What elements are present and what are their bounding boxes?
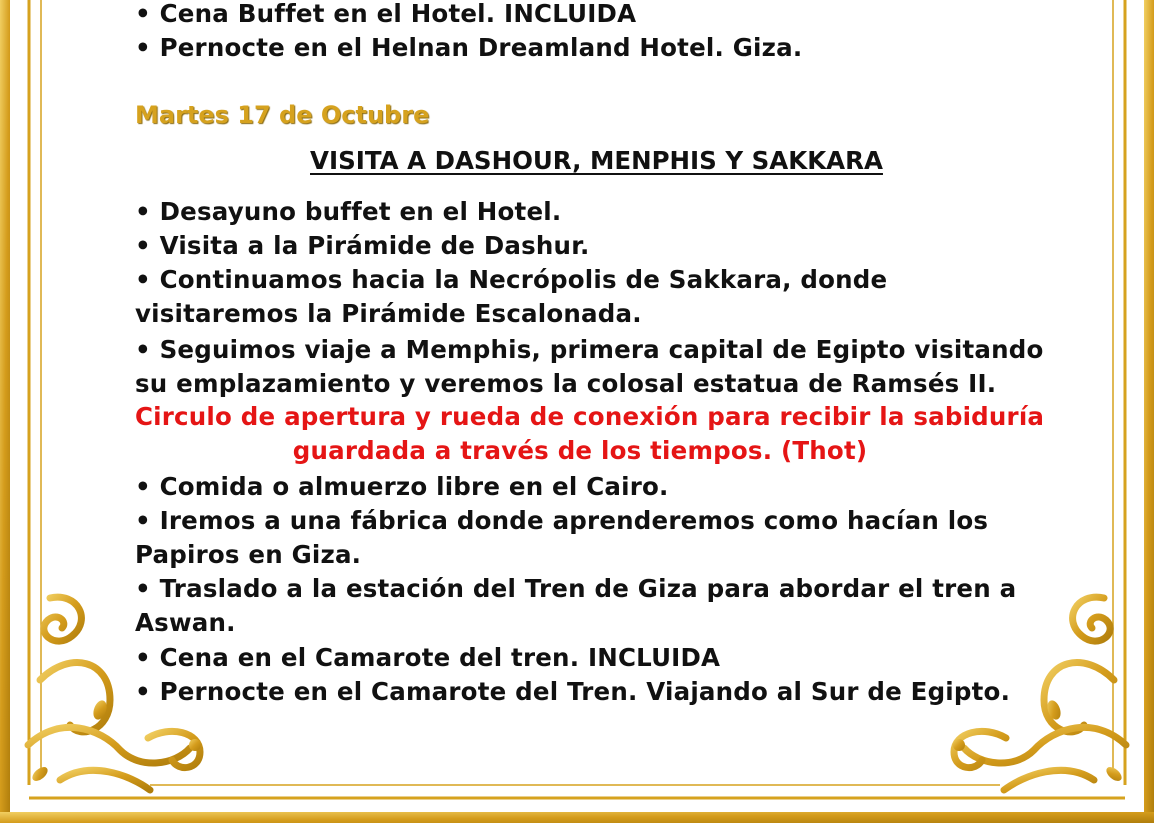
day-date: Martes 17 de Octubre xyxy=(135,101,430,129)
list-item: • Cena en el Camarote del tren. INCLUIDA xyxy=(135,643,721,672)
list-item: • Desayuno buffet en el Hotel. xyxy=(135,197,562,226)
list-item: • Continuamos hacia la Necrópolis de Sakkara, donde xyxy=(135,265,888,294)
list-item: • Comida o almuerzo libre en el Cairo. xyxy=(135,472,669,501)
list-item-continuation: visitaremos la Pirámide Escalonada. xyxy=(135,299,642,328)
list-item: • Pernocte en el Camarote del Tren. Viajando al Sur de Egipto. xyxy=(135,677,1011,706)
list-item: • Traslado a la estación del Tren de Giza para abordar el tren a xyxy=(135,574,1017,603)
list-item-continuation: Papiros en Giza. xyxy=(135,540,362,569)
list-item: • Cena Buffet en el Hotel. INCLUIDA xyxy=(135,0,637,28)
list-item-continuation: su emplazamiento y veremos la colosal estatua de Ramsés II. xyxy=(135,369,997,398)
day-heading: VISITA A DASHOUR, MENPHIS Y SAKKARA xyxy=(310,146,883,175)
list-item: • Iremos a una fábrica donde aprenderemos como hacían los xyxy=(135,506,989,535)
list-item: • Visita a la Pirámide de Dashur. xyxy=(135,231,590,260)
list-item-continuation: Aswan. xyxy=(135,608,236,637)
highlight-line: guardada a través de los tiempos. (Thot) xyxy=(292,436,868,465)
list-item: • Pernocte en el Helnan Dreamland Hotel. Giza. xyxy=(135,33,803,62)
list-item: • Seguimos viaje a Memphis, primera capital de Egipto visitando xyxy=(135,335,1044,364)
highlight-line: Circulo de apertura y rueda de conexión para recibir la sabiduría xyxy=(135,402,1045,431)
